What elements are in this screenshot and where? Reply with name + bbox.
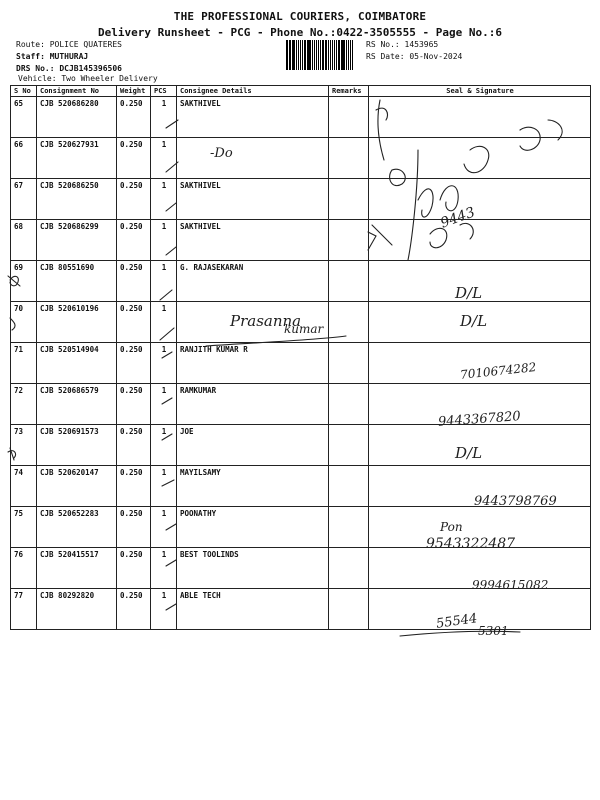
cell-remarks <box>329 589 369 630</box>
cell-consignment: CJB 80551690 <box>37 261 117 302</box>
barcode-bar <box>292 40 294 70</box>
handwritten-number-7: 55544 <box>435 611 479 632</box>
cell-sno: 67 <box>11 179 37 220</box>
cell-pcs: 1 <box>151 589 177 630</box>
cell-sno: 66 <box>11 138 37 179</box>
handwritten-number-8: 5301 <box>478 624 509 638</box>
barcode-bar <box>290 40 291 70</box>
barcode-bar <box>308 40 310 70</box>
cell-weight: 0.250 <box>117 425 151 466</box>
cell-pcs: 1 <box>151 507 177 548</box>
cell-remarks <box>329 302 369 343</box>
barcode-bar <box>316 40 318 70</box>
barcode-bar <box>300 40 301 70</box>
cell-consignment: CJB 520610196 <box>37 302 117 343</box>
barcode-bar <box>330 40 331 70</box>
barcode-bar <box>286 40 288 70</box>
cell-consignee: MAYILSAMY <box>177 466 329 507</box>
cell-weight: 0.250 <box>117 507 151 548</box>
cell-remarks <box>329 384 369 425</box>
cell-consignment: CJB 520620147 <box>37 466 117 507</box>
cell-consignment: CJB 520686579 <box>37 384 117 425</box>
cell-consignment: CJB 520415517 <box>37 548 117 589</box>
table-row <box>11 261 591 302</box>
cell-remarks <box>329 343 369 384</box>
cell-remarks <box>329 220 369 261</box>
cell-weight: 0.250 <box>117 138 151 179</box>
route-label: Route: POLICE QUATERES <box>16 40 122 49</box>
barcode-bar <box>312 40 313 70</box>
cell-weight: 0.250 <box>117 179 151 220</box>
handwritten-phone-3: 9443367820 <box>437 409 522 430</box>
cell-consignment: CJB 520691573 <box>37 425 117 466</box>
col-remarks: Remarks <box>329 86 369 97</box>
cell-sno: 73 <box>11 425 37 466</box>
cell-weight: 0.250 <box>117 466 151 507</box>
table-row <box>11 425 591 466</box>
cell-consignment: CJB 520652283 <box>37 507 117 548</box>
col-weight: Weight <box>117 86 151 97</box>
cell-sno: 72 <box>11 384 37 425</box>
cell-pcs: 1 <box>151 179 177 220</box>
cell-consignee: POONATHY <box>177 507 329 548</box>
cell-sno: 69 <box>11 261 37 302</box>
col-sno: S No <box>11 86 37 97</box>
cell-consignee <box>177 138 329 179</box>
cell-consignment: CJB 520686299 <box>37 220 117 261</box>
cell-weight: 0.250 <box>117 343 151 384</box>
cell-consignee: SAKTHIVEL <box>177 179 329 220</box>
cell-consignee: SAKTHIVEL <box>177 97 329 138</box>
barcode-bar <box>314 40 315 70</box>
cell-remarks <box>329 425 369 466</box>
cell-pcs: 1 <box>151 384 177 425</box>
ditto-mark: -Do <box>210 146 233 161</box>
barcode-bar <box>350 40 351 70</box>
cell-consignee: RAMKUMAR <box>177 384 329 425</box>
company-title: THE PROFESSIONAL COURIERS, COIMBATORE <box>173 10 427 23</box>
vehicle-label: Vehicle: Two Wheeler Delivery <box>18 74 158 83</box>
cell-weight: 0.250 <box>117 384 151 425</box>
cell-weight: 0.250 <box>117 302 151 343</box>
rs-date: RS Date: 05-Nov-2024 <box>366 52 463 61</box>
cell-pcs: 1 <box>151 302 177 343</box>
barcode-bar <box>325 40 327 70</box>
barcode-bar <box>332 40 334 70</box>
barcode-bar <box>307 40 308 70</box>
dl-mark-2: D/L <box>460 312 488 330</box>
cell-signature <box>369 138 591 179</box>
cell-consignment: CJB 520686280 <box>37 97 117 138</box>
cell-pcs: 1 <box>151 138 177 179</box>
barcode-bar <box>289 40 290 70</box>
cell-pcs: 1 <box>151 548 177 589</box>
handwritten-name-kumar: kumar <box>284 322 324 336</box>
handwritten-phone-4: 9443798769 <box>474 494 557 509</box>
staff-label: Staff: MUTHURAJ <box>16 52 89 61</box>
table-row <box>11 97 591 138</box>
cell-consignment: CJB 520514904 <box>37 343 117 384</box>
barcode-bar <box>320 40 321 70</box>
barcode-bar <box>322 40 324 70</box>
dl-mark-3: D/L <box>455 444 483 462</box>
cell-consignment: CJB 520627931 <box>37 138 117 179</box>
cell-weight: 0.250 <box>117 548 151 589</box>
table-row <box>11 179 591 220</box>
cell-signature <box>369 97 591 138</box>
cell-consignment: CJB 80292820 <box>37 589 117 630</box>
barcode <box>286 40 354 70</box>
cell-remarks <box>329 97 369 138</box>
cell-remarks <box>329 507 369 548</box>
handwritten-name-pon: Pon <box>440 520 463 534</box>
cell-signature <box>369 220 591 261</box>
cell-sno: 74 <box>11 466 37 507</box>
handwritten-phone-2: 7010674282 <box>459 360 537 382</box>
dl-mark-1: D/L <box>455 284 483 302</box>
barcode-bar <box>336 40 337 70</box>
barcode-bar <box>346 40 347 70</box>
table-header-row <box>11 86 591 97</box>
handwritten-phone-5: 9543322487 <box>426 536 516 552</box>
cell-sno: 77 <box>11 589 37 630</box>
barcode-bar <box>352 40 353 70</box>
col-pcs: PCS <box>151 86 177 97</box>
barcode-bar <box>338 40 340 70</box>
barcode-bar <box>328 40 329 70</box>
cell-sno: 70 <box>11 302 37 343</box>
cell-sno: 76 <box>11 548 37 589</box>
barcode-bar <box>296 40 297 70</box>
rs-number: RS No.: 1453965 <box>366 40 439 49</box>
cell-consignee: G. RAJASEKARAN <box>177 261 329 302</box>
drs-number: DRS No.: DCJB145396506 <box>16 64 122 73</box>
cell-consignee: JOE <box>177 425 329 466</box>
cell-signature <box>369 179 591 220</box>
cell-weight: 0.250 <box>117 220 151 261</box>
cell-weight: 0.250 <box>117 589 151 630</box>
cell-pcs: 1 <box>151 425 177 466</box>
runsheet-subtitle: Delivery Runsheet - PCG - Phone No.:0422-3505555 - Page No.:6 <box>98 26 502 39</box>
cell-remarks <box>329 548 369 589</box>
cell-pcs: 1 <box>151 343 177 384</box>
cell-weight: 0.250 <box>117 97 151 138</box>
table-row <box>11 220 591 261</box>
cell-sno: 75 <box>11 507 37 548</box>
cell-consignee: ABLE TECH <box>177 589 329 630</box>
barcode-bar <box>304 40 306 70</box>
barcode-bar <box>342 40 344 70</box>
table-row <box>11 138 591 179</box>
barcode-bar <box>334 40 335 70</box>
cell-remarks <box>329 261 369 302</box>
cell-consignee: SAKTHIVEL <box>177 220 329 261</box>
cell-remarks <box>329 138 369 179</box>
cell-pcs: 1 <box>151 97 177 138</box>
barcode-bar <box>298 40 300 70</box>
cell-consignee: BEST TOOLINDS <box>177 548 329 589</box>
cell-sno: 68 <box>11 220 37 261</box>
cell-consignee: RANJITH KUMAR R <box>177 343 329 384</box>
col-signature: Seal & Signature <box>369 86 591 97</box>
cell-sno: 65 <box>11 97 37 138</box>
cell-consignment: CJB 520686250 <box>37 179 117 220</box>
barcode-bar <box>348 40 350 70</box>
barcode-bar <box>341 40 342 70</box>
cell-pcs: 1 <box>151 466 177 507</box>
cell-weight: 0.250 <box>117 261 151 302</box>
handwritten-phone-6: 9994615082 <box>472 578 549 592</box>
cell-pcs: 1 <box>151 261 177 302</box>
handwritten-name-prasanna: Prasanna <box>230 312 302 330</box>
barcode-bar <box>302 40 303 70</box>
col-consignment: Consignment No <box>37 86 117 97</box>
barcode-bar <box>318 40 319 70</box>
cell-pcs: 1 <box>151 220 177 261</box>
cell-remarks <box>329 466 369 507</box>
handwritten-number-1: 9443 <box>438 204 478 232</box>
cell-sno: 71 <box>11 343 37 384</box>
cell-remarks <box>329 179 369 220</box>
col-consignee: Consignee Details <box>177 86 329 97</box>
